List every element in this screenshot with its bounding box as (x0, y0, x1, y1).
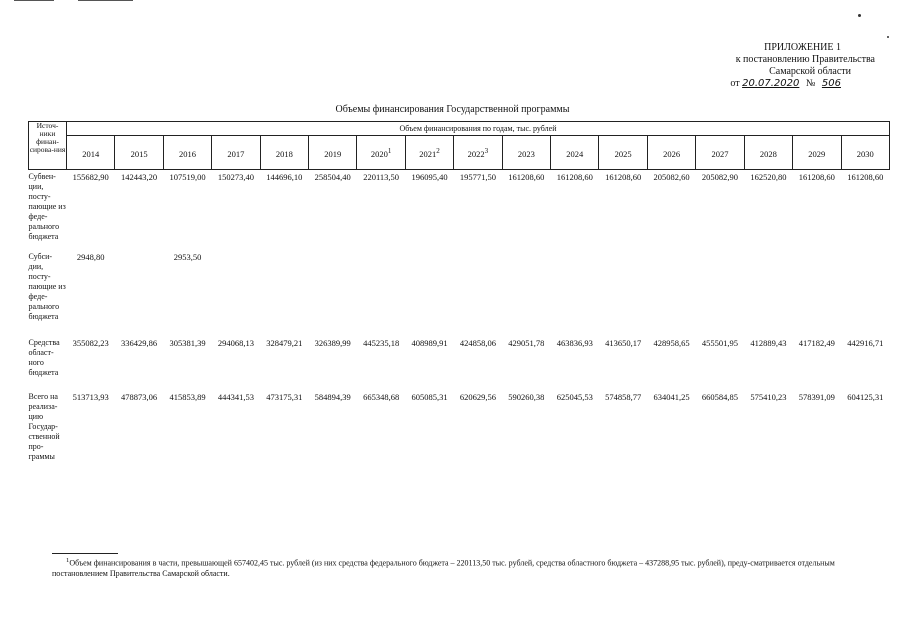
year-header (793, 136, 841, 170)
table-cell: 2953,50 (173, 252, 202, 262)
table-body (29, 170, 890, 473)
year-header (357, 136, 405, 170)
table-cell: 604125,31 (847, 392, 884, 402)
table-row (29, 250, 890, 334)
table-cell (309, 250, 357, 334)
table-cell: 444341,53 (217, 392, 254, 402)
appendix-block (730, 42, 875, 90)
table-cell (357, 250, 405, 334)
year-header (841, 136, 890, 170)
table-cell: 107519,00 (169, 172, 206, 182)
year-header (502, 136, 550, 170)
year-label: 2029 (808, 148, 826, 159)
table-cell: 660584,85 (701, 392, 739, 402)
table-cell: 620629,56 (459, 392, 497, 402)
appendix-title: ПРИЛОЖЕНИЕ 1 (764, 42, 841, 53)
table-row (29, 170, 890, 251)
table-cell: 413650,17 (605, 338, 642, 348)
year-header (309, 136, 357, 170)
year-header (405, 136, 453, 170)
table-cell: 442916,71 (847, 338, 884, 348)
table-cell: 294068,13 (217, 338, 254, 348)
year-header (115, 136, 163, 170)
table-cell (502, 250, 550, 334)
appendix-date-line (730, 78, 841, 90)
table-cell: 161208,60 (508, 172, 545, 182)
table-row (29, 388, 890, 472)
year-label: 2026 (663, 148, 681, 159)
scan-speck (858, 14, 861, 17)
year-footnote-mark: 2 (436, 146, 440, 155)
table-cell (405, 250, 453, 334)
table-cell: 336429,86 (121, 338, 158, 348)
financing-table (28, 121, 890, 472)
table-cell: 161208,60 (556, 172, 593, 182)
table-cell: 478873,06 (121, 392, 158, 402)
year-header (696, 136, 744, 170)
table-cell: 305381,39 (169, 338, 206, 348)
table-cell: 205082,90 (701, 172, 739, 182)
year-label: 2028 (759, 148, 777, 159)
year-header (647, 136, 695, 170)
year-header (454, 136, 502, 170)
table-cell: 578391,09 (798, 392, 835, 402)
table-cell (115, 250, 163, 334)
footnote-text: Объем финансирования в части, превышающей 657402,45 тыс. рублей (из них средства федерального бюджета – 220113,50 тыс. рублей, средства областного бюджета – 437288,95 тыс. рублей), преду-сматривается отдельным постановлением Правительства Самарской области. (52, 558, 835, 578)
table-row (29, 334, 890, 388)
appendix-line-2: Самарской области (769, 66, 851, 77)
table-cell: 408989,91 (411, 338, 448, 348)
table-cell: 2948,80 (76, 252, 105, 262)
appendix-line-1: к постановлению Правительства (735, 54, 875, 65)
year-label: 2025 (614, 148, 632, 159)
year-footnote-mark: 1 (387, 146, 392, 155)
table-cell (744, 250, 792, 334)
table-cell (841, 250, 890, 334)
year-label: 2027 (711, 148, 729, 159)
table-cell: 584894,39 (314, 392, 351, 402)
table-cell (599, 250, 647, 334)
scan-edge-mark (14, 0, 54, 1)
table-cell: 196095,40 (411, 172, 448, 182)
document-title: Объемы финансирования Государственной программы (335, 104, 570, 115)
table-cell: 625045,53 (556, 392, 593, 402)
source-column-header: Источ-ники финан-сирова-ния (29, 122, 67, 170)
row-label: Субвен-ции, посту-пающие из феде-рального бюджета (28, 172, 66, 241)
year-label: 2024 (566, 148, 584, 159)
footnote-separator (52, 553, 118, 554)
year-label: 2015 (130, 148, 148, 159)
table-cell: 326389,99 (314, 338, 351, 348)
table-cell (260, 250, 308, 334)
scan-speck (887, 36, 889, 38)
table-cell: 605085,31 (411, 392, 448, 402)
scan-edge-mark (78, 0, 133, 1)
year-label: 2021 (419, 148, 437, 159)
table-cell: 428958,65 (653, 338, 690, 348)
number-prefix: № (805, 78, 816, 89)
table-cell (212, 250, 260, 334)
table-cell: 258504,40 (314, 172, 351, 182)
table-cell (793, 250, 841, 334)
table-cell: 590260,38 (508, 392, 545, 402)
table-cell: 415853,89 (169, 392, 206, 402)
table-cell: 150273,40 (217, 172, 254, 182)
table-cell: 142443,20 (121, 172, 158, 182)
table-cell: 144696,10 (266, 172, 303, 182)
year-label: 2023 (517, 148, 535, 159)
year-footnote-mark: 3 (484, 146, 489, 155)
year-header-row (29, 136, 890, 170)
table-cell: 429051,78 (508, 338, 545, 348)
table-cell (551, 250, 599, 334)
year-label: 2018 (275, 148, 293, 159)
year-header (551, 136, 599, 170)
table-cell: 417182,49 (798, 338, 835, 348)
year-label: 2022 (467, 148, 485, 159)
row-label: Субси-дии, посту-пающие из феде-рального бюджета (28, 252, 66, 321)
years-group-header: Объем финансирования по годам, тыс. рублей (67, 122, 890, 136)
year-label: 2019 (324, 148, 342, 159)
year-header (163, 136, 211, 170)
table-cell (647, 250, 695, 334)
table-cell: 161208,60 (847, 172, 884, 182)
table-cell: 455501,95 (701, 338, 739, 348)
table-cell: 155682,90 (72, 172, 109, 182)
footnote (52, 556, 882, 579)
year-header (212, 136, 260, 170)
table-cell: 463836,93 (556, 338, 593, 348)
year-header (744, 136, 792, 170)
table-cell: 220113,50 (363, 172, 400, 182)
year-header (67, 136, 115, 170)
table-cell: 412889,43 (750, 338, 787, 348)
table-cell (454, 250, 502, 334)
table-cell: 634041,25 (653, 392, 690, 402)
table-cell: 328479,21 (266, 338, 303, 348)
table-cell (696, 250, 744, 334)
year-label: 2017 (227, 148, 245, 159)
footnote-mark: 1 (66, 557, 70, 564)
date-prefix: от (730, 78, 740, 89)
table-cell: 205082,60 (653, 172, 690, 182)
table-cell: 445235,18 (363, 338, 400, 348)
table-cell: 424858,06 (459, 338, 497, 348)
table-cell: 355082,23 (72, 338, 109, 348)
row-label: Всего на реализа-цию Государ-ственной про-граммы (28, 392, 60, 461)
table-cell: 575410,23 (750, 392, 787, 402)
table-cell: 473175,31 (266, 392, 303, 402)
table-cell: 161208,60 (605, 172, 642, 182)
table-cell: 574858,77 (605, 392, 642, 402)
year-label: 2020 (370, 148, 388, 159)
row-label: Средства област-ного бюджета (28, 338, 60, 377)
table-cell: 195771,50 (459, 172, 497, 182)
year-label: 2014 (82, 148, 100, 159)
handwritten-date: 20.07.2020 (742, 78, 800, 89)
table-cell: 161208,60 (798, 172, 835, 182)
year-label: 2016 (179, 148, 197, 159)
table-cell: 513713,93 (72, 392, 109, 402)
year-label: 2030 (856, 148, 874, 159)
table-cell: 665348,68 (363, 392, 400, 402)
handwritten-number: 506 (821, 78, 841, 89)
year-header (599, 136, 647, 170)
year-header (260, 136, 308, 170)
table-cell: 162520,80 (750, 172, 787, 182)
